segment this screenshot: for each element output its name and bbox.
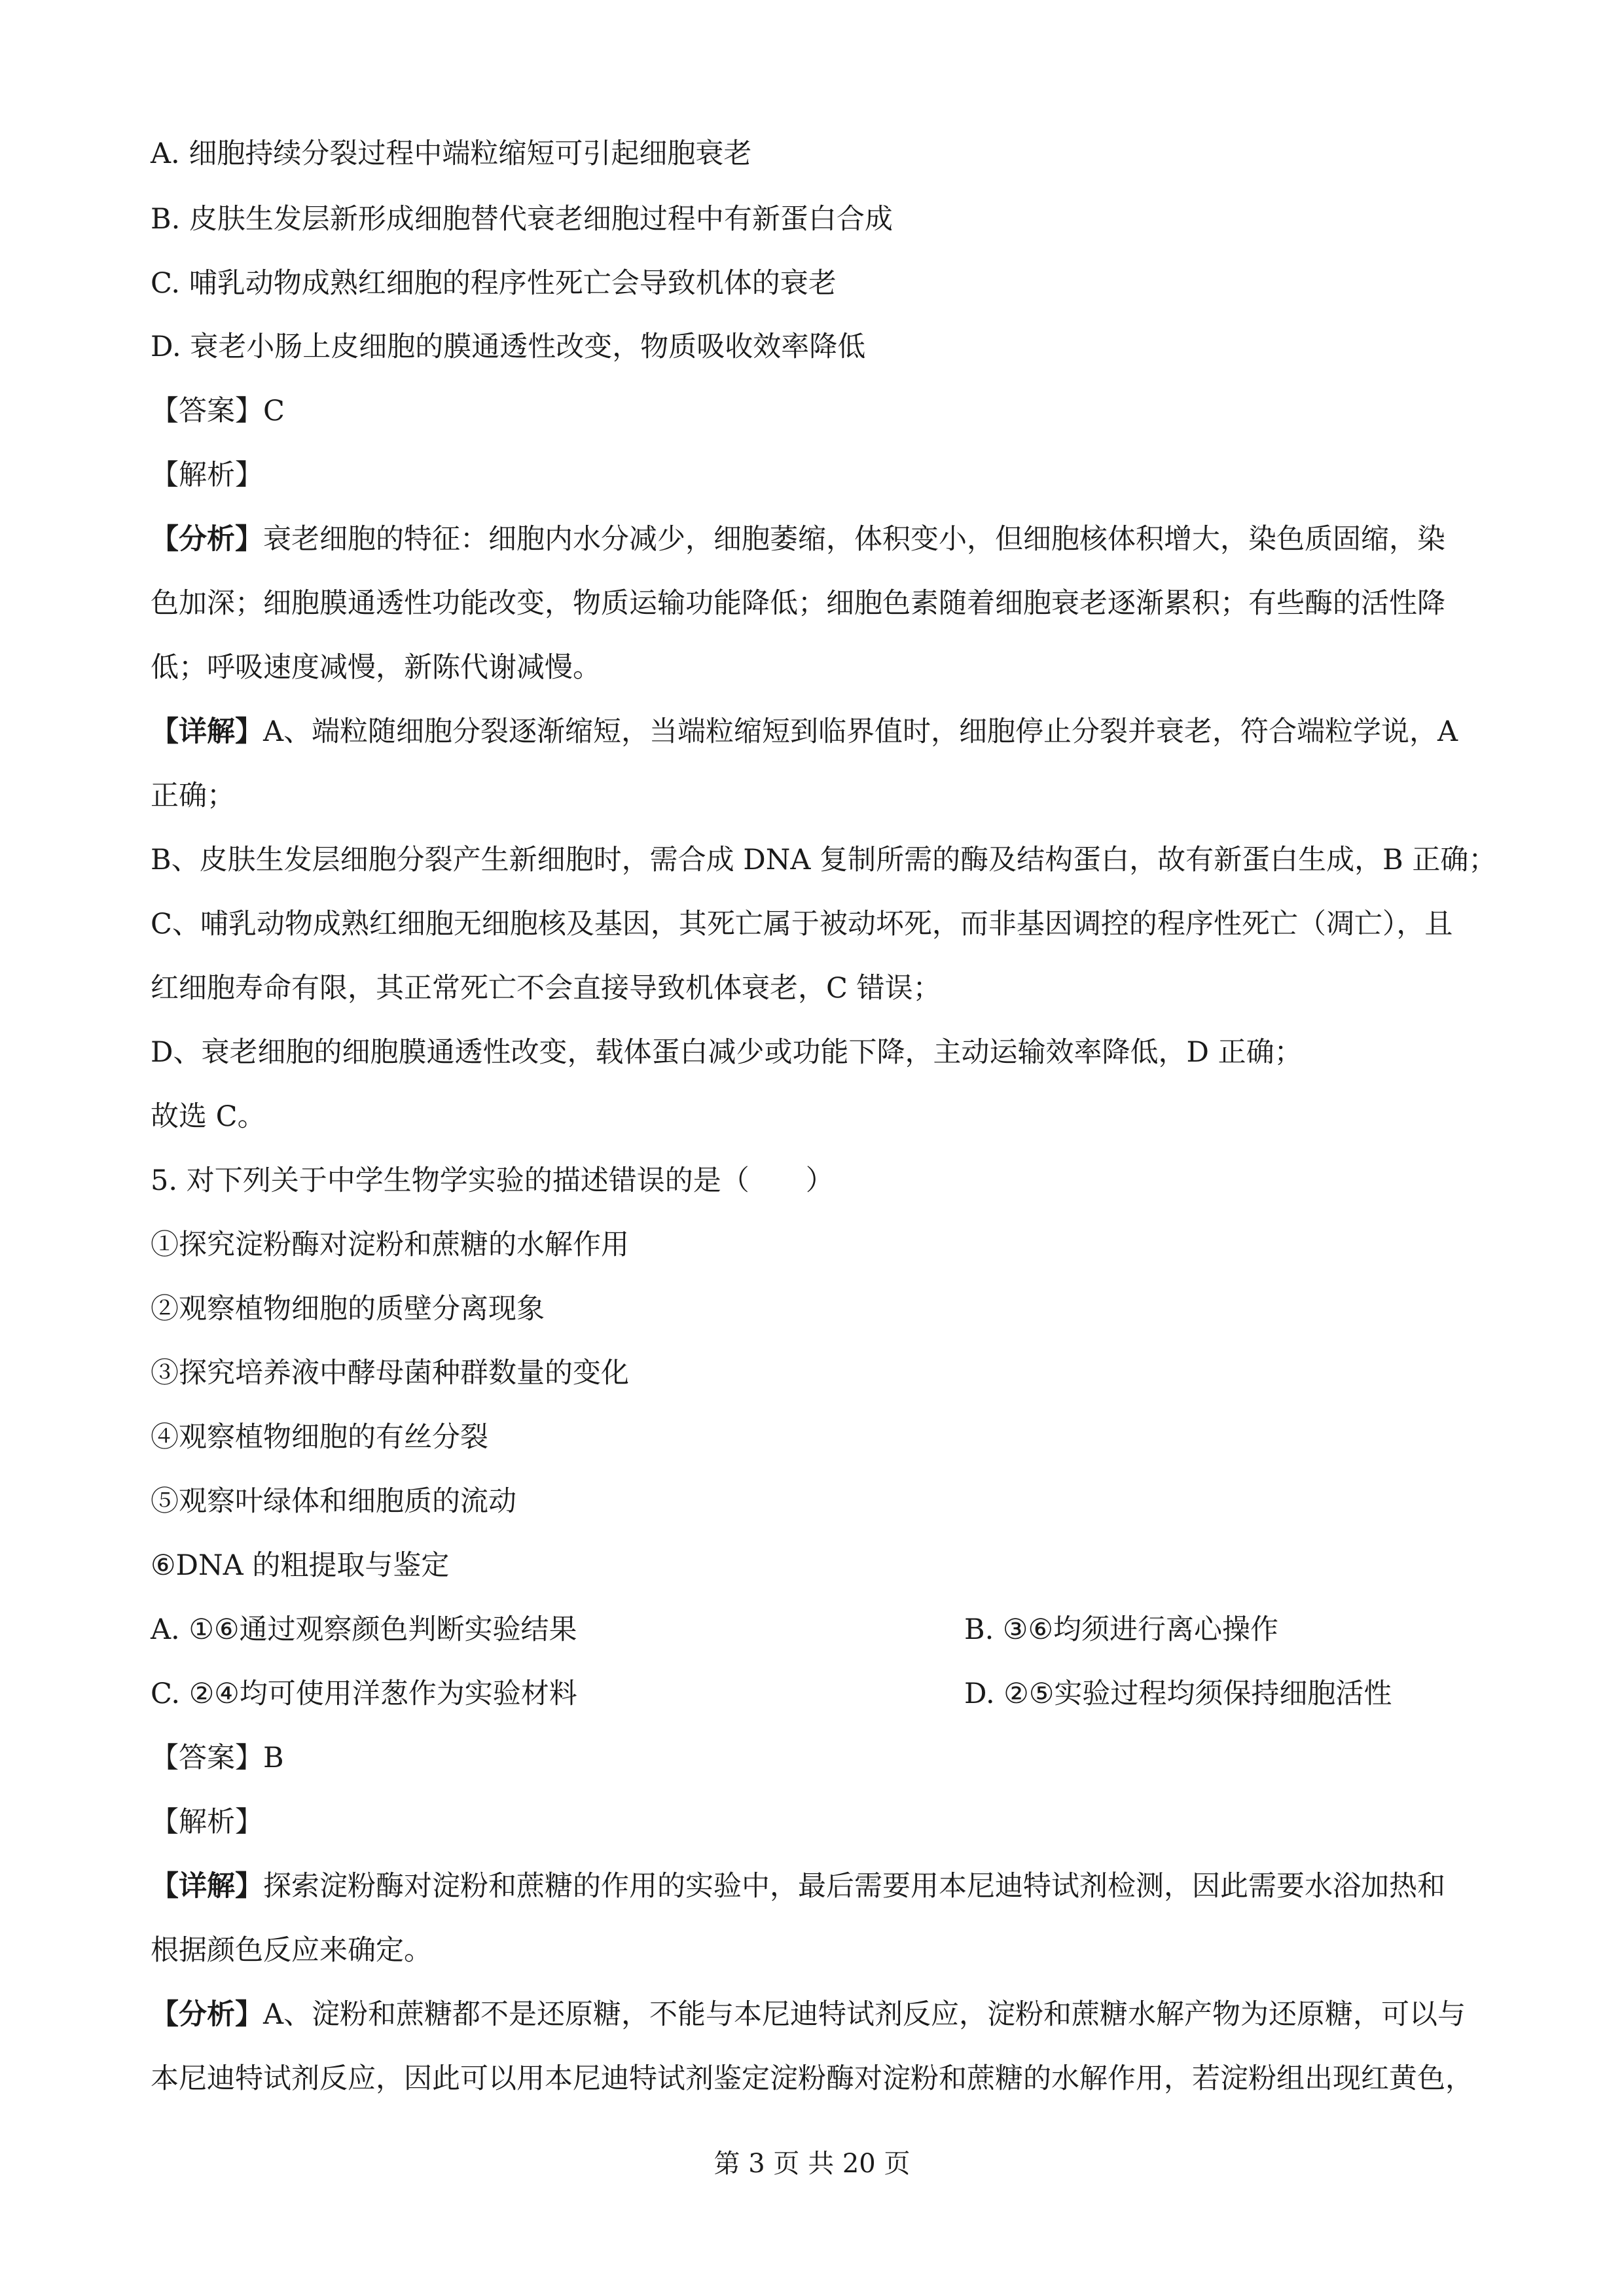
q5-fenxi-line-1 xyxy=(151,1995,1479,2034)
q4-option-a: A. 细胞持续分裂过程中端粒缩短可引起细胞衰老 xyxy=(151,137,752,170)
q4-option-b: B. 皮肤生发层新形成细胞替代衰老细胞过程中有新蛋白合成 xyxy=(151,203,893,236)
q5-stem: 5. 对下列关于中学生物学实验的描述错误的是（ ） xyxy=(151,1164,834,1197)
q4-fenxi-text-1: 衰老细胞的特征：细胞内水分减少，细胞萎缩，体积变小，但细胞核体积增大，染色质固缩，染 xyxy=(263,523,1445,556)
q4-xiangjie-line-6: D、衰老细胞的细胞膜通透性改变，载体蛋白减少或功能下降，主动运输效率降低，D 正确； xyxy=(151,1036,1303,1069)
q4-fenxi-line-3: 低；呼吸速度减慢，新陈代谢减慢。 xyxy=(151,651,601,684)
q4-fenxi-line-1 xyxy=(151,520,1479,559)
q4-xiangjie-line-7: 故选 C。 xyxy=(151,1100,266,1133)
q4-option-c: C. 哺乳动物成熟红细胞的程序性死亡会导致机体的衰老 xyxy=(151,267,837,300)
q5-item-2: ②观察植物细胞的质壁分离现象 xyxy=(151,1293,545,1325)
q4-fenxi-line-2: 色加深；细胞膜通透性功能改变，物质运输功能降低；细胞色素随着细胞衰老逐渐累积；有些酶的活性降 xyxy=(151,587,1445,620)
q5-answer: 【答案】B xyxy=(151,1742,284,1774)
q4-option-d: D. 衰老小肠上皮细胞的膜通透性改变，物质吸收效率降低 xyxy=(151,331,866,363)
q5-xiangjie-label: 【详解】 xyxy=(151,1870,263,1903)
q5-item-1: ①探究淀粉酶对淀粉和蔗糖的水解作用 xyxy=(151,1229,629,1261)
q5-option-b: B. ③⑥均须进行离心操作 xyxy=(964,1613,1279,1646)
page-footer: 第 3 页 共 20 页 xyxy=(713,2149,911,2179)
q5-fenxi-text-1: A、淀粉和蔗糖都不是还原糖，不能与本尼迪特试剂反应，淀粉和蔗糖水解产物为还原糖，可以与 xyxy=(263,1998,1466,2031)
q4-xiangjie-line-3: B、皮肤生发层细胞分裂产生新细胞时，需合成 DNA 复制所需的酶及结构蛋白，故有新蛋白生成，B 正确； xyxy=(151,844,1497,876)
q5-item-4: ④观察植物细胞的有丝分裂 xyxy=(151,1421,488,1454)
q5-fenxi-line-2: 本尼迪特试剂反应，因此可以用本尼迪特试剂鉴定淀粉酶对淀粉和蔗糖的水解作用，若淀粉组出现红黄色， xyxy=(151,2062,1473,2095)
q5-xiangjie-text-1: 探索淀粉酶对淀粉和蔗糖的作用的实验中，最后需要用本尼迪特试剂检测，因此需要水浴加热和 xyxy=(263,1870,1445,1903)
q4-xiangjie-line-5: 红细胞寿命有限，其正常死亡不会直接导致机体衰老，C 错误； xyxy=(151,972,941,1005)
q5-option-d: D. ②⑤实验过程均须保持细胞活性 xyxy=(964,1677,1392,1710)
q5-options-row-1 xyxy=(151,1610,1479,1649)
q5-analysis-heading: 【解析】 xyxy=(151,1806,263,1839)
q5-xiangjie-line-1 xyxy=(151,1867,1479,1906)
q5-item-3: ③探究培养液中酵母菌种群数量的变化 xyxy=(151,1357,629,1390)
q4-xiangjie-line-4: C、哺乳动物成熟红细胞无细胞核及基因，其死亡属于被动坏死，而非基因调控的程序性死亡（凋亡），且 xyxy=(151,908,1453,941)
q4-fenxi-label: 【分析】 xyxy=(151,523,263,556)
q4-analysis-heading: 【解析】 xyxy=(151,459,263,492)
q5-options-row-2 xyxy=(151,1674,1479,1713)
q5-item-6: ⑥DNA 的粗提取与鉴定 xyxy=(151,1549,450,1582)
q5-option-a: A. ①⑥通过观察颜色判断实验结果 xyxy=(151,1613,577,1646)
q5-option-c: C. ②④均可使用洋葱作为实验材料 xyxy=(151,1677,577,1710)
q5-item-5: ⑤观察叶绿体和细胞质的流动 xyxy=(151,1485,516,1518)
q5-xiangjie-line-2: 根据颜色反应来确定。 xyxy=(151,1934,432,1967)
q4-answer: 【答案】C xyxy=(151,395,285,427)
q4-xiangjie-text-1: A、端粒随细胞分裂逐渐缩短，当端粒缩短到临界值时，细胞停止分裂并衰老，符合端粒学说，A xyxy=(263,715,1458,748)
q5-fenxi-label: 【分析】 xyxy=(151,1998,263,2031)
q4-xiangjie-line-2: 正确； xyxy=(151,780,235,812)
q4-xiangjie-line-1 xyxy=(151,712,1479,751)
q4-xiangjie-label: 【详解】 xyxy=(151,715,263,748)
